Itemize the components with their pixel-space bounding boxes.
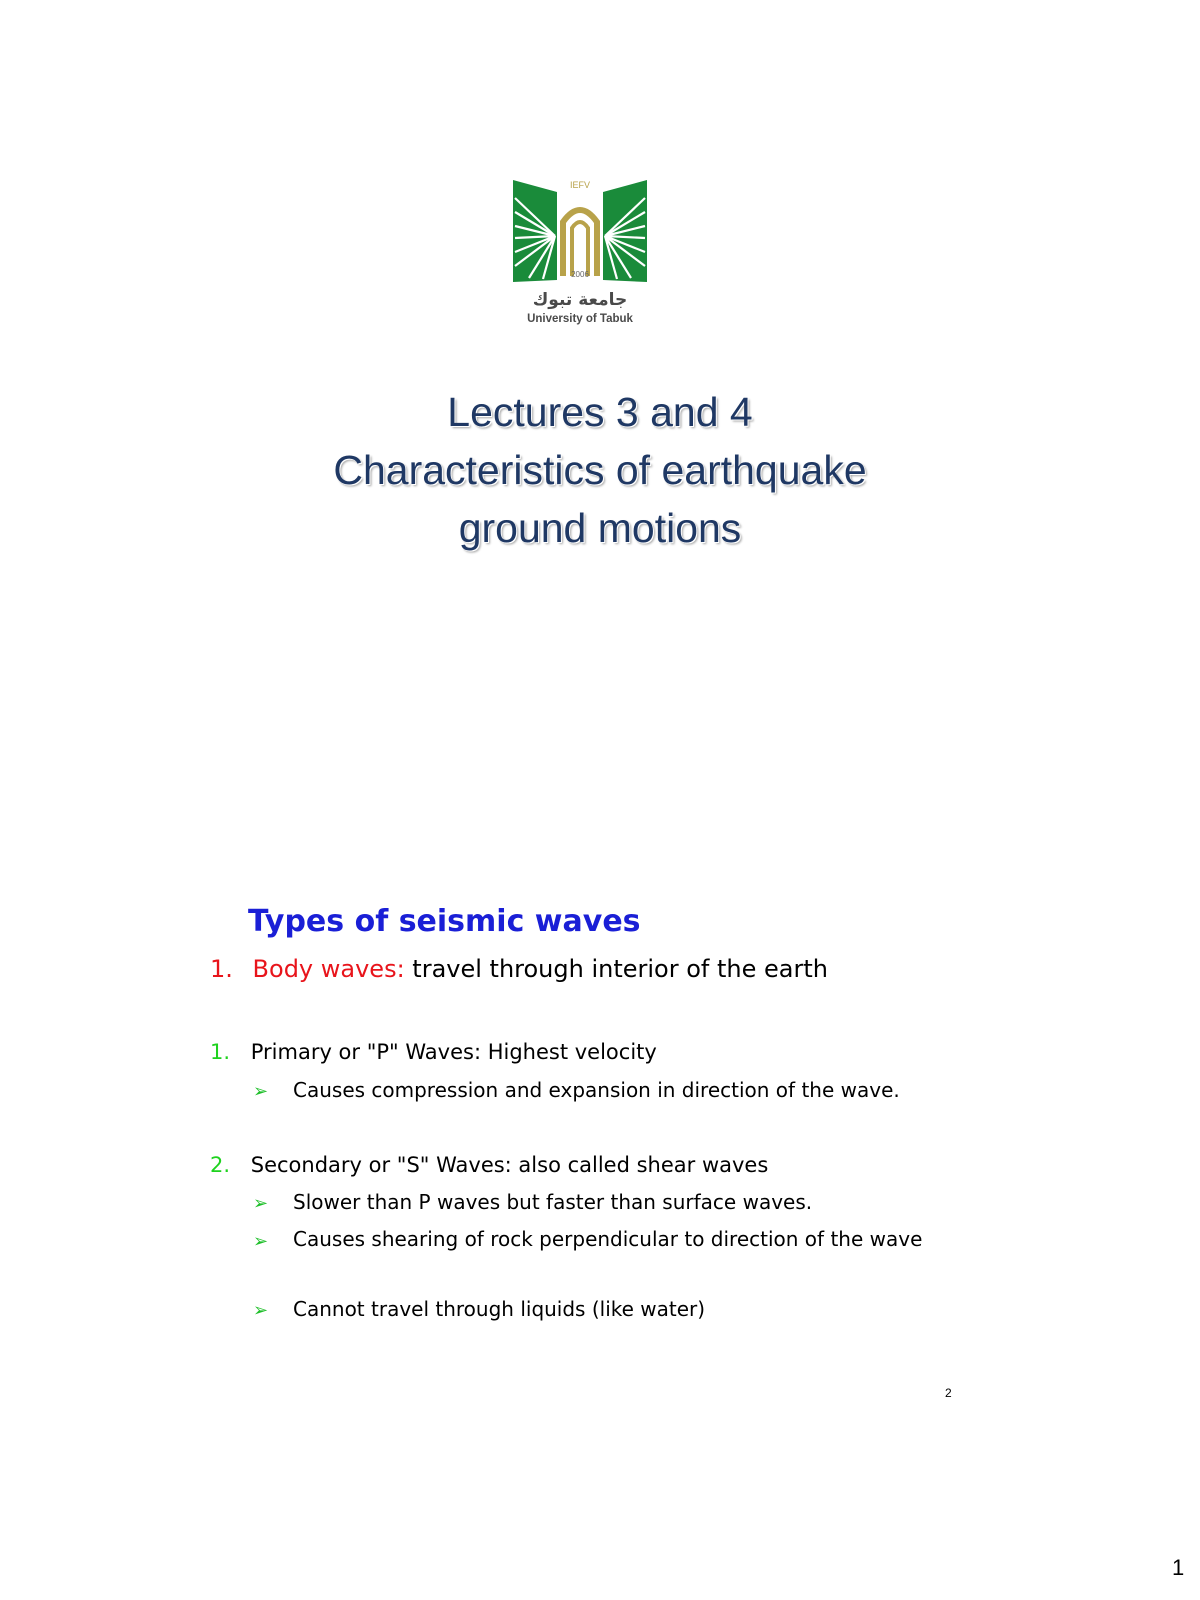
primary-waves-number: 1. xyxy=(210,1040,231,1064)
lecture-title xyxy=(200,383,1000,557)
secondary-bullet-3: Cannot travel through liquids (like water) xyxy=(293,1297,706,1321)
logo-english-name: University of Tabuk xyxy=(527,313,633,325)
secondary-waves-text: Secondary or "S" Waves: also called shear waves xyxy=(250,1153,769,1177)
university-logo xyxy=(505,176,655,332)
body-waves-item xyxy=(210,955,828,983)
body-waves-text: travel through interior of the earth xyxy=(404,955,828,983)
slide-page-number: 2 xyxy=(945,1386,952,1400)
title-line-3: ground motions xyxy=(458,505,742,551)
arrow-bullet-icon: ➢ xyxy=(253,1193,269,1214)
title-line-2: Characteristics of earthquake xyxy=(333,447,867,493)
arrow-bullet-icon: ➢ xyxy=(253,1081,269,1102)
secondary-waves-item xyxy=(210,1153,768,1177)
body-waves-label: Body waves: xyxy=(252,955,405,983)
logo-left-panel xyxy=(513,180,557,282)
logo-year: 2006 xyxy=(571,270,589,279)
secondary-waves-number: 2. xyxy=(210,1153,231,1177)
arrow-bullet-icon: ➢ xyxy=(253,1300,269,1321)
primary-waves-text: Primary or "P" Waves: Highest velocity xyxy=(250,1040,657,1064)
logo-arabic-name: جامعة تبوك xyxy=(532,290,628,310)
secondary-bullet-1: Slower than P waves but faster than surface waves. xyxy=(293,1190,813,1214)
title-line-1: Lectures 3 and 4 xyxy=(447,389,753,435)
primary-bullet-1: Causes compression and expansion in direction of the wave. xyxy=(293,1078,900,1102)
secondary-bullet-2: Causes shearing of rock perpendicular to direction of the wave xyxy=(293,1227,923,1251)
logo-top-glyphs: IEFV xyxy=(569,180,591,190)
primary-waves-item xyxy=(210,1040,657,1064)
slide-heading: Types of seismic waves xyxy=(248,904,641,939)
arrow-bullet-icon: ➢ xyxy=(253,1231,269,1252)
logo-right-panel xyxy=(603,180,647,282)
body-waves-number: 1. xyxy=(210,955,233,983)
logo-gold-arch xyxy=(563,210,597,276)
content-slide xyxy=(0,800,1200,1600)
page-number: 1 xyxy=(1172,1555,1185,1580)
